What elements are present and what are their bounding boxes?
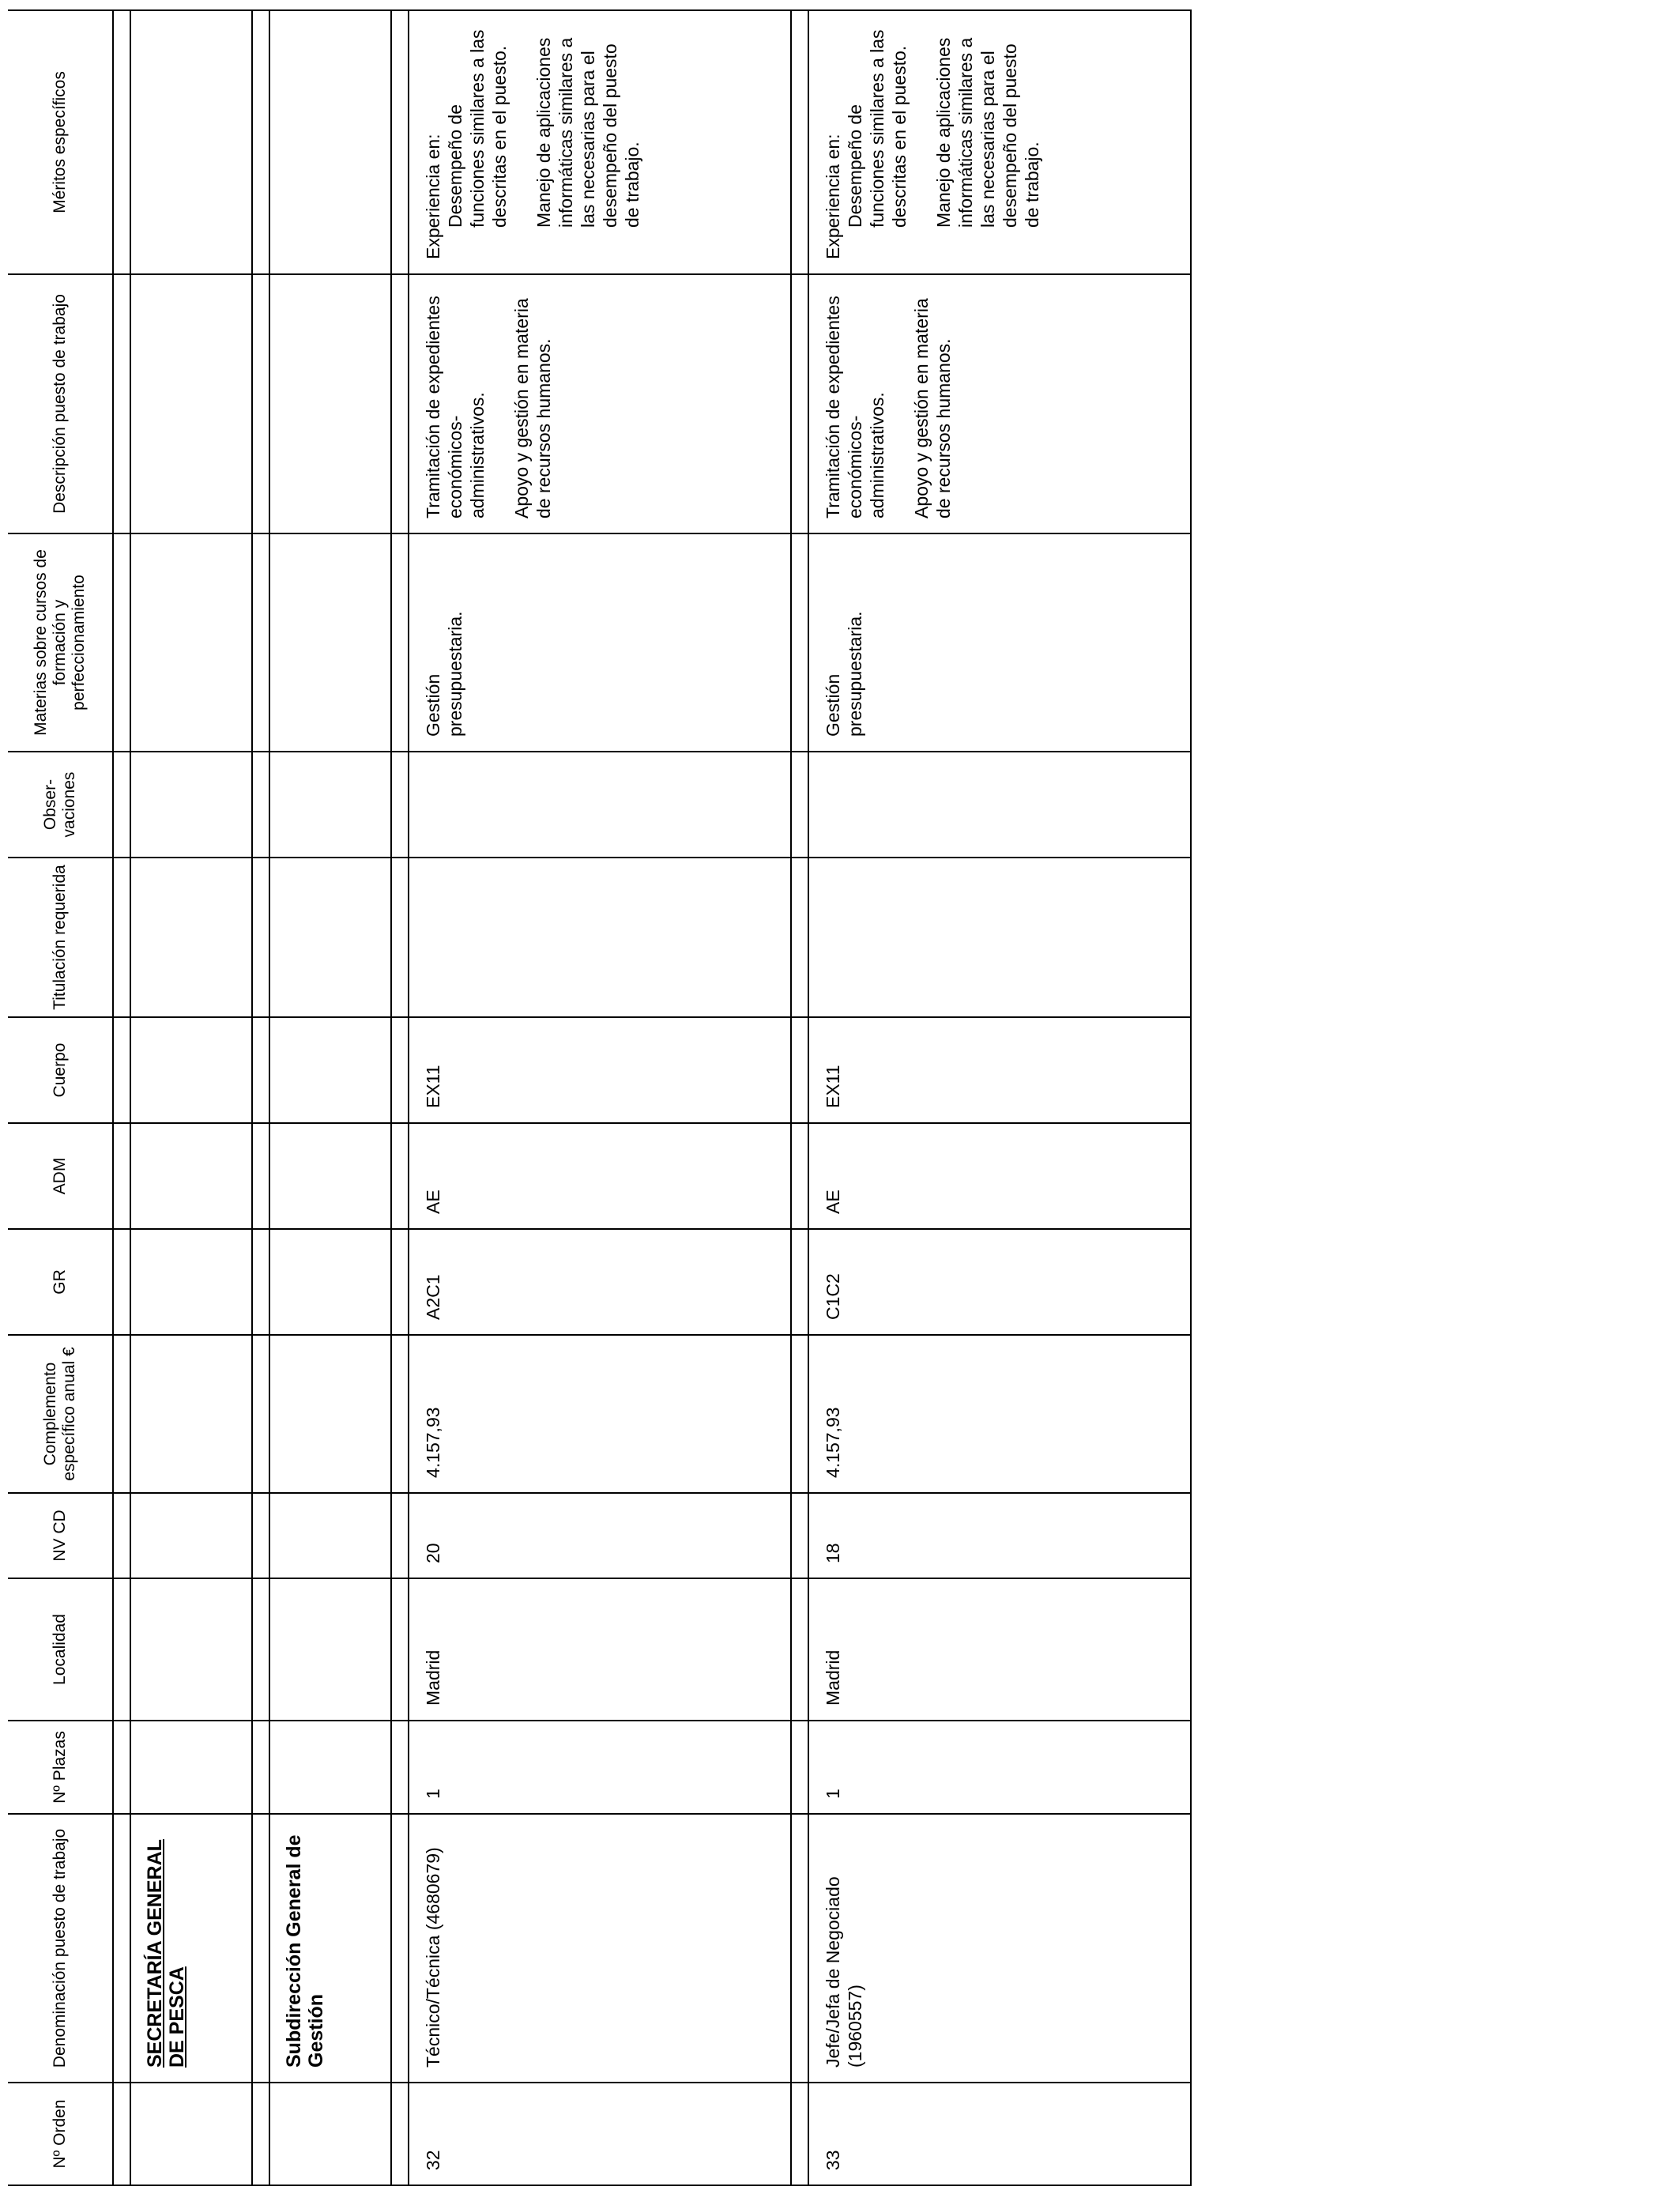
- meritos-heading: Experiencia en:: [823, 134, 843, 259]
- spacer-row: [791, 10, 808, 2185]
- cell-denominacion: Jefe/Jefa de Negociado (1960557): [808, 1814, 1191, 2083]
- table-row: [808, 10, 1191, 2185]
- cell-adm: AE: [808, 1123, 1191, 1229]
- cell-denominacion: Técnico/Técnica (4680679): [409, 1814, 791, 2083]
- cell-materias: Gestión presupuestaria.: [808, 533, 1191, 752]
- meritos-line-2: Manejo de aplicaciones informáticas similares a las necesarias para el desempeño del puesto de trabajo.: [933, 37, 1042, 228]
- cell-materias: Gestión presupuestaria.: [409, 533, 791, 752]
- cell-gr: C1C2: [808, 1229, 1191, 1335]
- table-row: [409, 10, 791, 2185]
- cell-gr: A2C1: [409, 1229, 791, 1335]
- cell-complemento: 4.157,93: [409, 1335, 791, 1493]
- meritos-heading: Experiencia en:: [423, 134, 443, 259]
- header-observaciones: Obser-vaciones: [8, 752, 113, 858]
- cell-plazas: 1: [409, 1721, 791, 1814]
- cell-observaciones: [808, 752, 1191, 858]
- org-row-subdireccion: [269, 10, 391, 2185]
- spacer-row: [252, 10, 269, 2185]
- job-positions-table: [8, 9, 1192, 2186]
- org-row-secretaria: [130, 10, 252, 2185]
- cell-localidad: Madrid: [409, 1578, 791, 1721]
- cell-descripcion: [808, 274, 1191, 533]
- cell-descripcion: [409, 274, 791, 533]
- cell-localidad: Madrid: [808, 1578, 1191, 1721]
- spacer-row: [391, 10, 409, 2185]
- descripcion-line-1: Tramitación de expedientes económicos-administrativos.: [423, 296, 488, 518]
- meritos-line-2: Manejo de aplicaciones informáticas similares a las necesarias para el desempeño del puesto de trabajo.: [533, 37, 642, 228]
- cell-titulacion: [808, 858, 1191, 1017]
- header-orden: Nº Orden: [8, 2083, 113, 2185]
- cell-cuerpo: EX11: [409, 1017, 791, 1123]
- meritos-line-1: Desempeño de funciones similares a las descritas en el puesto.: [445, 29, 510, 228]
- cell-complemento: 4.157,93: [808, 1335, 1191, 1493]
- subdireccion-title: Subdirección General de Gestión: [283, 1834, 327, 2068]
- header-denominacion: Denominación puesto de trabajo: [8, 1814, 113, 2083]
- header-meritos: Méritos específicos: [8, 10, 113, 274]
- cell-meritos: [409, 10, 791, 274]
- cell-titulacion: [409, 858, 791, 1017]
- header-complemento: Complemento específico anual €: [8, 1335, 113, 1493]
- cell-orden: 32: [409, 2083, 791, 2185]
- header-row: [8, 10, 113, 2185]
- spacer-row: [113, 10, 130, 2185]
- descripcion-line-2: Apoyo y gestión en materia de recursos humanos.: [911, 298, 954, 518]
- cell-adm: AE: [409, 1123, 791, 1229]
- descripcion-line-2: Apoyo y gestión en materia de recursos humanos.: [511, 298, 554, 518]
- cell-nvcd: 18: [808, 1493, 1191, 1578]
- header-plazas: Nº Plazas: [8, 1721, 113, 1814]
- cell-plazas: 1: [808, 1721, 1191, 1814]
- header-materias: Materias sobre cursos de formación y perfeccionamiento: [8, 533, 113, 752]
- cell-nvcd: 20: [409, 1493, 791, 1578]
- secretaria-title: SECRETARÍA GENERAL DE PESCA: [144, 1839, 188, 2068]
- header-adm: ADM: [8, 1123, 113, 1229]
- header-cuerpo: Cuerpo: [8, 1017, 113, 1123]
- header-descripcion: Descripción puesto de trabajo: [8, 274, 113, 533]
- meritos-line-1: Desempeño de funciones similares a las descritas en el puesto.: [845, 29, 910, 228]
- header-gr: GR: [8, 1229, 113, 1335]
- cell-orden: 33: [808, 2083, 1191, 2185]
- header-titulacion: Titulación requerida: [8, 858, 113, 1017]
- cell-meritos: [808, 10, 1191, 274]
- header-nvcd: NV CD: [8, 1493, 113, 1578]
- cell-observaciones: [409, 752, 791, 858]
- cell-cuerpo: EX11: [808, 1017, 1191, 1123]
- header-localidad: Localidad: [8, 1578, 113, 1721]
- descripcion-line-1: Tramitación de expedientes económicos-administrativos.: [823, 296, 887, 518]
